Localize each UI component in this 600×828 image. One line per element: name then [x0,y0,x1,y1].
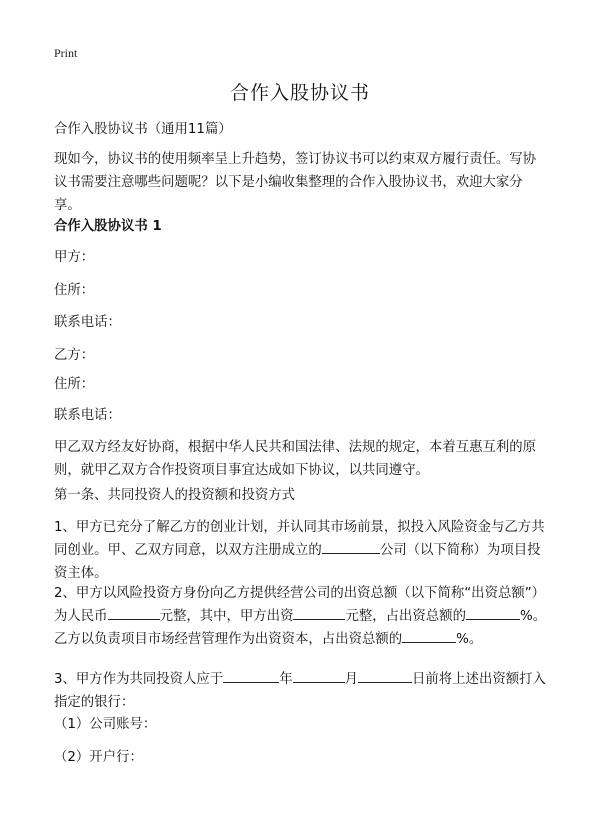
clause-3-text-d: 日前将上述出资额打入指定的银行： [54,672,546,710]
intro-paragraph: 现如今，协议书的使用频率呈上升趋势，签订协议书可以约束双方履行责任。写协议书需要注意哪些问题呢？以下是小编收集整理的合作入股协议书，欢迎大家分享。 [54,152,537,213]
party-a-phone-label: 联系电话： [54,315,121,330]
clause-1-text-a: 1、甲方已充分了解乙方的创业计划，并认同其市场前景，拟投入风险资金与乙方共同创业。甲、乙双方同意，以双方注册成立的 [54,520,545,558]
clause-2-text-e: %。 [456,632,483,647]
clause-1 [54,516,548,585]
party-b-phone-label: 联系电话： [54,408,121,423]
blank-line [402,628,456,643]
article-heading: 第一条、共同投资人的投资额和投资方式 [54,488,296,503]
clause-2-text-a: 2、甲方以风险投资方身份向乙方提供经营公司的出资总额（以下简称“出资总额”）为人民币 [54,586,546,624]
clause-2-text-c: 元整，占出资总额的 [345,609,466,624]
blank-line [322,539,380,554]
clause-3-text-a: 3、甲方作为共同投资人应于 [54,672,224,687]
blank-line [293,668,345,683]
party-b-label: 乙方： [54,348,95,363]
preamble-paragraph: 甲乙双方经友好协商，根据中华人民共和国法律、法规的规定，本着互惠互利的原则，就甲乙双方合作投资项目事宜达成如下协议，以共同遵守。 [54,440,537,478]
clause-3-text-c: 月 [344,672,358,687]
list-item-account: （1）公司账号： [54,717,157,732]
blank-line [223,668,279,683]
document-title: 合作入股协议书 [229,82,370,104]
clause-3 [54,668,548,714]
party-a-label: 甲方： [54,250,95,265]
blank-line [293,605,345,620]
document-subtitle: 合作入股协议书（通用11篇） [54,122,232,137]
clause-1-text-b: 公司（以下简称）为项目投资主体。 [54,543,541,581]
list-item-bank: （2）开户行： [54,750,143,765]
clause-3-text-b: 年 [279,672,293,687]
clause-2-text-b: 元整，其中，甲方出资 [159,609,294,624]
blank-line [108,605,160,620]
blank-line [466,605,520,620]
blank-line [358,668,412,683]
section-heading: 合作入股协议书 1 [54,219,162,234]
clause-2-text-d: %。乙方以负责项目市场经营管理作为出资资本，占出资总额的 [54,609,547,647]
party-a-address-label: 住所： [54,283,95,298]
clause-2 [54,582,548,651]
print-label: Print [54,46,78,60]
party-b-address-label: 住所： [54,377,95,392]
